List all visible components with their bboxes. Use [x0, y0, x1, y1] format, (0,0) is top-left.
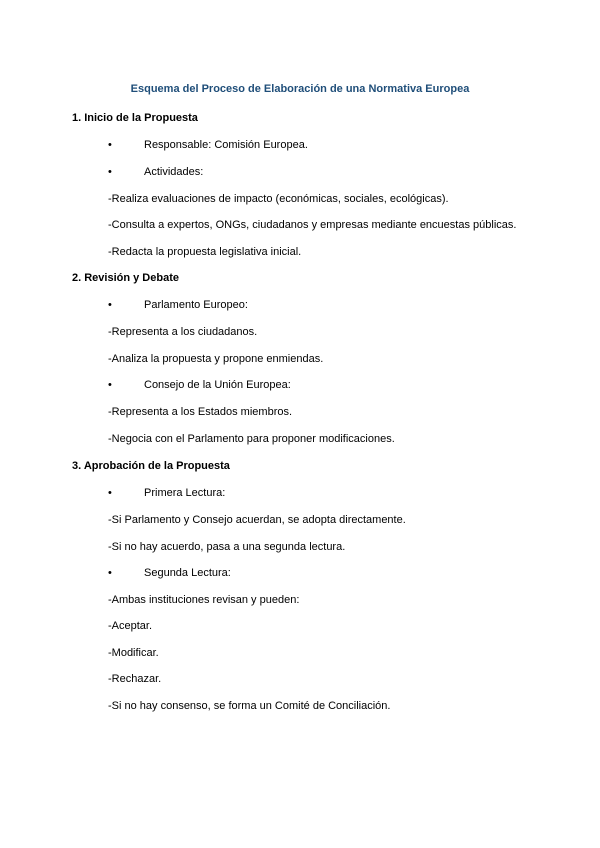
bullet-text: Parlamento Europeo: — [144, 299, 248, 311]
dash-item: -Si no hay consenso, se forma un Comité de Conciliación. — [108, 700, 391, 712]
dash-item: -Representa a los ciudadanos. — [108, 326, 258, 338]
section-heading: 3. Aprobación de la Propuesta — [72, 460, 230, 472]
bullet-icon: • — [108, 299, 112, 311]
dash-item: -Analiza la propuesta y propone enmiendas. — [108, 353, 324, 365]
dash-item: -Aceptar. — [108, 620, 153, 632]
section-heading: 1. Inicio de la Propuesta — [72, 112, 198, 124]
bullet-icon: • — [108, 567, 112, 579]
bullet-text: Segunda Lectura: — [144, 567, 231, 579]
bullet-icon: • — [108, 487, 112, 499]
dash-item: -Realiza evaluaciones de impacto (económicas, sociales, ecológicas). — [108, 193, 449, 205]
dash-item: -Representa a los Estados miembros. — [108, 406, 293, 418]
dash-item: -Rechazar. — [108, 673, 162, 685]
dash-item: -Negocia con el Parlamento para proponer modificaciones. — [108, 433, 395, 445]
dash-item: -Consulta a expertos, ONGs, ciudadanos y empresas mediante encuestas públicas. — [108, 219, 517, 231]
bullet-text: Actividades: — [144, 166, 204, 178]
bullet-icon: • — [108, 379, 112, 391]
bullet-icon: • — [108, 166, 112, 178]
document-title: Esquema del Proceso de Elaboración de una Normativa Europea — [130, 83, 470, 95]
bullet-icon: • — [108, 139, 112, 151]
dash-item: -Redacta la propuesta legislativa inicial. — [108, 246, 302, 258]
dash-item: -Si no hay acuerdo, pasa a una segunda lectura. — [108, 541, 346, 553]
section-heading: 2. Revisión y Debate — [72, 272, 179, 284]
dash-item: -Modificar. — [108, 647, 159, 659]
bullet-text: Primera Lectura: — [144, 487, 226, 499]
dash-item: -Ambas instituciones revisan y pueden: — [108, 594, 300, 606]
dash-item: -Si Parlamento y Consejo acuerdan, se adopta directamente. — [108, 514, 406, 526]
bullet-text: Responsable: Comisión Europea. — [144, 139, 308, 151]
bullet-text: Consejo de la Unión Europea: — [144, 379, 291, 391]
